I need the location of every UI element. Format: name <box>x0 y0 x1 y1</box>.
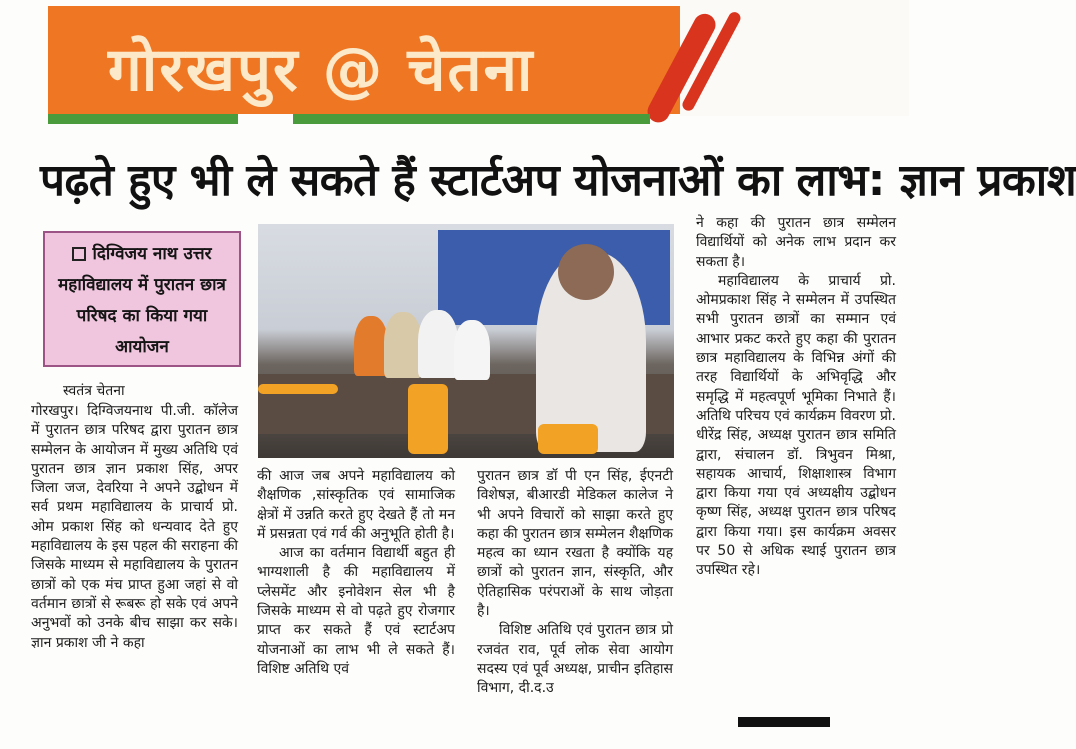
photo-person <box>558 244 614 300</box>
column-end-rule <box>738 717 830 727</box>
article-headline: पढ़ते हुए भी ले सकते हैं स्टार्टअप योजनाओं का लाभ: ज्ञान प्रकाश <box>40 155 1076 206</box>
green-rule-left <box>48 114 238 124</box>
masthead-title: गोरखपुर @ चेतना <box>108 35 535 105</box>
checkbox-icon <box>72 247 86 261</box>
article-column-4 <box>696 214 896 581</box>
column-4-para-1: ने कहा की पुरातन छात्र सम्मेलन विद्यार्थियों को अनेक लाभ प्रदान कर सकता है। <box>696 215 896 270</box>
article-column-1 <box>31 402 238 653</box>
event-photo <box>258 224 674 458</box>
column-3-para-1: पुरातन छात्र डॉ पी एन सिंह, ईएनटी विशेषज्ञ, बीआरडी मेडिकल कालेज ने भी अपने विचारों को साझा करते हुए कहा की पुरातन छात्र सम्मेलन शैक्षणिक महत्व का ध्यान रखता है क्योंकि यह छात्रों को पुरातन ज्ञान, संस्कृति, और ऐतिहासिक परंपराओं के साथ जोड़ता है। <box>477 468 674 620</box>
photo-garland <box>538 424 598 454</box>
subhead-text: दिग्विजय नाथ उत्तर महाविद्यालय में पुरातन छात्र परिषद का किया गया आयोजन <box>58 244 226 357</box>
photo-person <box>418 310 458 378</box>
photo-person <box>384 312 422 378</box>
column-3-para-2: विशिष्ट अतिथि एवं पुरातन छात्र प्रो रजवंत राव, पूर्व लोक सेवा आयोग सदस्य एवं पूर्व अध्यक्ष, प्राचीन इतिहास विभाग, दी.द.उ <box>477 622 673 697</box>
article-column-3 <box>477 467 673 699</box>
byline: स्वतंत्र चेतना <box>63 383 125 399</box>
subhead-box <box>43 231 241 367</box>
photo-person <box>454 320 490 380</box>
column-2-para-1: की आज जब अपने महाविद्यालय को शैक्षणिक ,सांस्कृतिक एवं सामाजिक क्षेत्रों में उन्नति करते हुए देखते हैं तो मन में प्रसन्नता एवं गर्व की अनुभूति होती है। <box>257 468 455 542</box>
photo-garland <box>408 384 448 454</box>
column-1-text: गोरखपुर। दिग्विजयनाथ पी.जी. कॉलेज में पुरातन छात्र परिषद द्वारा पुरातन छात्र सम्मेलन के आयोजन में मुख्य अतिथि एवं पुरातन छात्र ज्ञान प्रकाश सिंह, अपर जिला जज, देवरिया ने अपने उद्बोधन में सर्व प्रथम महाविद्यालय के प्राचार्य प्रो. ओम प्रकाश सिंह को धन्यवाद देते हुए महाविद्यालय के इस पहल की सराहना की जिसके माध्यम से महाविद्यालय के पुरातन छात्रों को एक मंच प्राप्त हुआ जहां से वो वर्तमान छात्रों से रूबरू हो सके एवं अपने अनुभवों को उनके बीच साझा कर सके। ज्ञान प्रकाश जी ने कहा <box>31 403 238 651</box>
masthead-banner <box>48 6 726 114</box>
article-column-2 <box>257 467 455 679</box>
column-2-para-2: आज का वर्तमान विद्यार्थी बहुत ही भाग्यशाली है की महाविद्यालय में प्लेसमेंट और इनोवेशन सेल भी है जिसके माध्यम से वो पढ़ते हुए रोजगार प्राप्त कर सकते हैं एवं स्टार्टअप योजनाओं का लाभ भी ले सकते हैं। विशिष्ट अतिथि एवं <box>257 545 455 677</box>
green-rule-right <box>293 114 650 124</box>
photo-person <box>354 316 388 376</box>
column-4-para-2: महाविद्यालय के प्राचार्य प्रो. ओमप्रकाश सिंह ने सम्मेलन में उपस्थित सभी पुरातन छात्रों का सम्मान एवं आभार प्रकट करते हुए कहा की पुरातन छात्र महाविद्यालय के विभिन्न अंगों की तरह विद्यार्थियों के अभिवृद्धि और समृद्धि में महत्वपूर्ण भूमिका निभाते हैं।अतिथि परिचय एवं कार्यक्रम विवरण प्रो. धीरेंद्र सिंह, अध्यक्ष पुरातन छात्र समिति द्वारा, संचालन डॉ. त्रिभुवन मिश्रा, सहायक आचार्य, शिक्षाशास्त्र विभाग द्वारा किया गया एवं अध्यक्षीय उद्बोधन कृष्ण सिंह, अध्यक्ष पुरातन छात्र परिषद द्वारा किया गया। इस कार्यक्रम अवसर पर 50 से अधिक स्थाई पुरातन छात्र उपस्थित रहे। <box>696 272 896 579</box>
photo-garland <box>258 384 338 394</box>
